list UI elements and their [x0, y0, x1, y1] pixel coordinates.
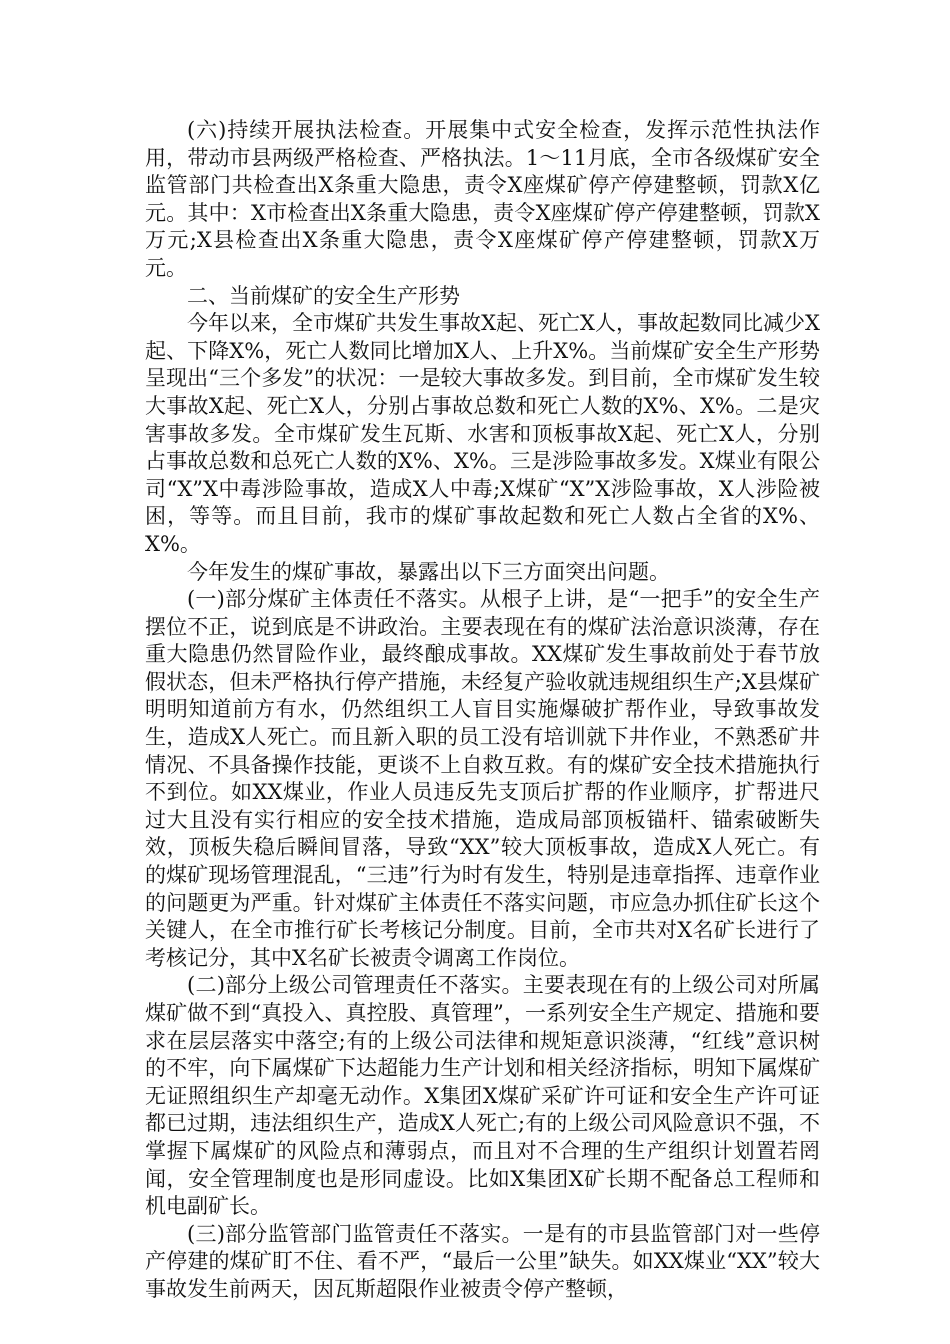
paragraph-company-responsibility: (二)部分上级公司管理责任不落实。主要表现在有的上级公司对所属煤矿做不到“真投入、真控股、真管理”，一系列安全生产规定、措施和要求在层层落实中落空;有的上级公司法律和规矩意识淡薄，“红线”意识树的不牢，向下属煤矿下达超能力生产计划和相关经济指标，明知下属煤矿无证照组织生产却毫无动作。X集团X煤矿采矿许可证和安全生产许可证都已过期，违法组织生产，造成X人死亡;有的上级公司风险意识不强，不掌握下属煤矿的风险点和薄弱点，而且对不合理的生产组织计划置若罔闻，安全管理制度也是形同虚设。比如X集团X矿长期不配备总工程师和机电副矿长。 — [145, 973, 820, 1219]
section-heading-safety-situation: 二、当前煤矿的安全生产形势 — [187, 283, 460, 308]
paragraph-regulator-responsibility: (三)部分监管部门监管责任不落实。一是有的市县监管部门对一些停产停建的煤矿盯不住、看不严，“最后一公里”缺失。如XX煤业“XX”较大事故发生前两天，因瓦斯超限作业被责令停产整顿， — [145, 1221, 820, 1301]
paragraph-mine-responsibility: (一)部分煤矿主体责任不落实。从根子上讲，是“一把手”的安全生产摆位不正，说到底是不讲政治。主要表现在有的煤矿法治意识淡薄，存在重大隐患仍然冒险作业，最终酿成事故。XX煤矿发生事故前处于春节放假状态，但未严格执行停产措施，未经复产验收就违规组织生产;X县煤矿明明知道前方有水，仍然组织工人盲目实施爆破扩帮作业，导致事故发生，造成X人死亡。而且新入职的员工没有培训就下井作业，不熟悉矿井情况、不具备操作技能，更谈不上自救互救。有的煤矿安全技术措施执行不到位。如XX煤业，作业人员违反先支顶后扩帮的作业顺序，扩帮进尺过大且没有实行相应的安全技术措施，造成局部顶板锚杆、锚索破断失效，顶板失稳后瞬间冒落，导致“XX”较大顶板事故，造成X人死亡。有的煤矿现场管理混乱，“三违”行为时有发生，特别是违章指挥、违章作业的问题更为严重。针对煤矿主体责任不落实问题，市应急办抓住矿长这个关键人，在全市推行矿长考核记分制度。目前，全市共对X名矿长进行了考核记分，其中X名矿长被责令调离工作岗位。 — [145, 587, 820, 970]
paragraph-law-enforcement: (六)持续开展执法检查。开展集中式安全检查，发挥示范性执法作用，带动市县两级严格检查、严格执法。1～11月底，全市各级煤矿安全监管部门共检查出X条重大隐患，责令X座煤矿停产停建整顿，罚款X亿元。其中：X市检查出X条重大隐患，责令X座煤矿停产停建整顿，罚款X万元;X县检查出X条重大隐患，责令X座煤矿停产停建整顿，罚款X万元。 — [145, 118, 820, 280]
paragraph-accident-statistics: 今年以来，全市煤矿共发生事故X起、死亡X人，事故起数同比减少X起、下降X%，死亡人数同比增加X人、上升X%。当前煤矿安全生产形势呈现出“三个多发”的状况：一是较大事故多发。到目前，全市煤矿发生较大事故X起、死亡X人，分别占事故总数和死亡人数的X%、X%。二是灾害事故多发。全市煤矿发生瓦斯、水害和顶板事故X起、死亡X人，分别占事故总数和总死亡人数的X%、X%。三是涉险事故多发。X煤业有限公司“X”X中毒涉险事故，造成X人中毒;X煤矿“X”X涉险事故，X人涉险被困，等等。而且目前，我市的煤矿事故起数和死亡人数占全省的X%、X%。 — [145, 311, 820, 556]
document-page — [145, 117, 820, 1304]
paragraph-problems-intro: 今年发生的煤矿事故，暴露出以下三方面突出问题。 — [187, 559, 670, 584]
